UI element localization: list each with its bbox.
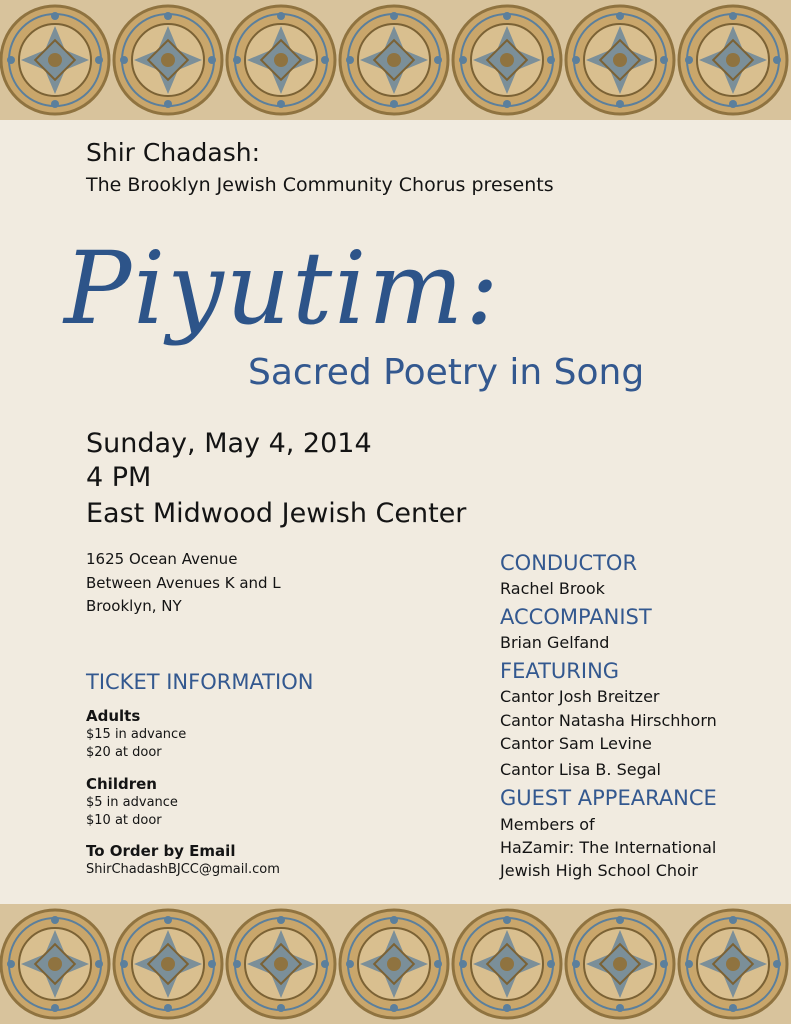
order-email-label: To Order by Email — [86, 842, 236, 860]
accompanist-name: Brian Gelfand — [500, 633, 610, 652]
featured-cantor: Cantor Sam Levine — [500, 734, 652, 753]
accompanist-heading: ACCOMPANIST — [500, 605, 652, 629]
org-presents: The Brooklyn Jewish Community Chorus presents — [86, 174, 554, 196]
order-email-address: ShirChadashBJCC@gmail.com — [86, 862, 280, 877]
children-door-price: $10 at door — [86, 813, 162, 828]
guest-line: Jewish High School Choir — [500, 861, 698, 880]
bottom-ornament-pattern — [0, 904, 791, 1024]
concert-venue: East Midwood Jewish Center — [86, 498, 467, 529]
concert-subtitle: Sacred Poetry in Song — [248, 352, 645, 393]
featuring-heading: FEATURING — [500, 659, 620, 683]
children-label: Children — [86, 775, 157, 793]
concert-title: Piyutim: — [64, 230, 501, 347]
bottom-ornament-band — [0, 904, 791, 1024]
address-line: Brooklyn, NY — [86, 597, 182, 615]
ticket-heading: TICKET INFORMATION — [86, 670, 314, 694]
featured-cantor: Cantor Natasha Hirschhorn — [500, 711, 717, 730]
adults-label: Adults — [86, 707, 141, 725]
org-name: Shir Chadash: — [86, 138, 260, 167]
guest-heading: GUEST APPEARANCE — [500, 786, 717, 810]
top-ornament-pattern — [0, 0, 791, 120]
featured-cantor: Cantor Josh Breitzer — [500, 687, 660, 706]
top-ornament-band — [0, 0, 791, 120]
concert-date: Sunday, May 4, 2014 — [86, 428, 372, 459]
featured-cantor: Cantor Lisa B. Segal — [500, 760, 661, 779]
guest-line: HaZamir: The International — [500, 838, 717, 857]
conductor-name: Rachel Brook — [500, 579, 605, 598]
address-line: 1625 Ocean Avenue — [86, 550, 238, 568]
adults-advance-price: $15 in advance — [86, 727, 187, 742]
concert-time: 4 PM — [86, 462, 152, 493]
adults-door-price: $20 at door — [86, 745, 162, 760]
children-advance-price: $5 in advance — [86, 795, 178, 810]
conductor-heading: CONDUCTOR — [500, 551, 638, 575]
address-line: Between Avenues K and L — [86, 574, 281, 592]
guest-line: Members of — [500, 815, 595, 834]
